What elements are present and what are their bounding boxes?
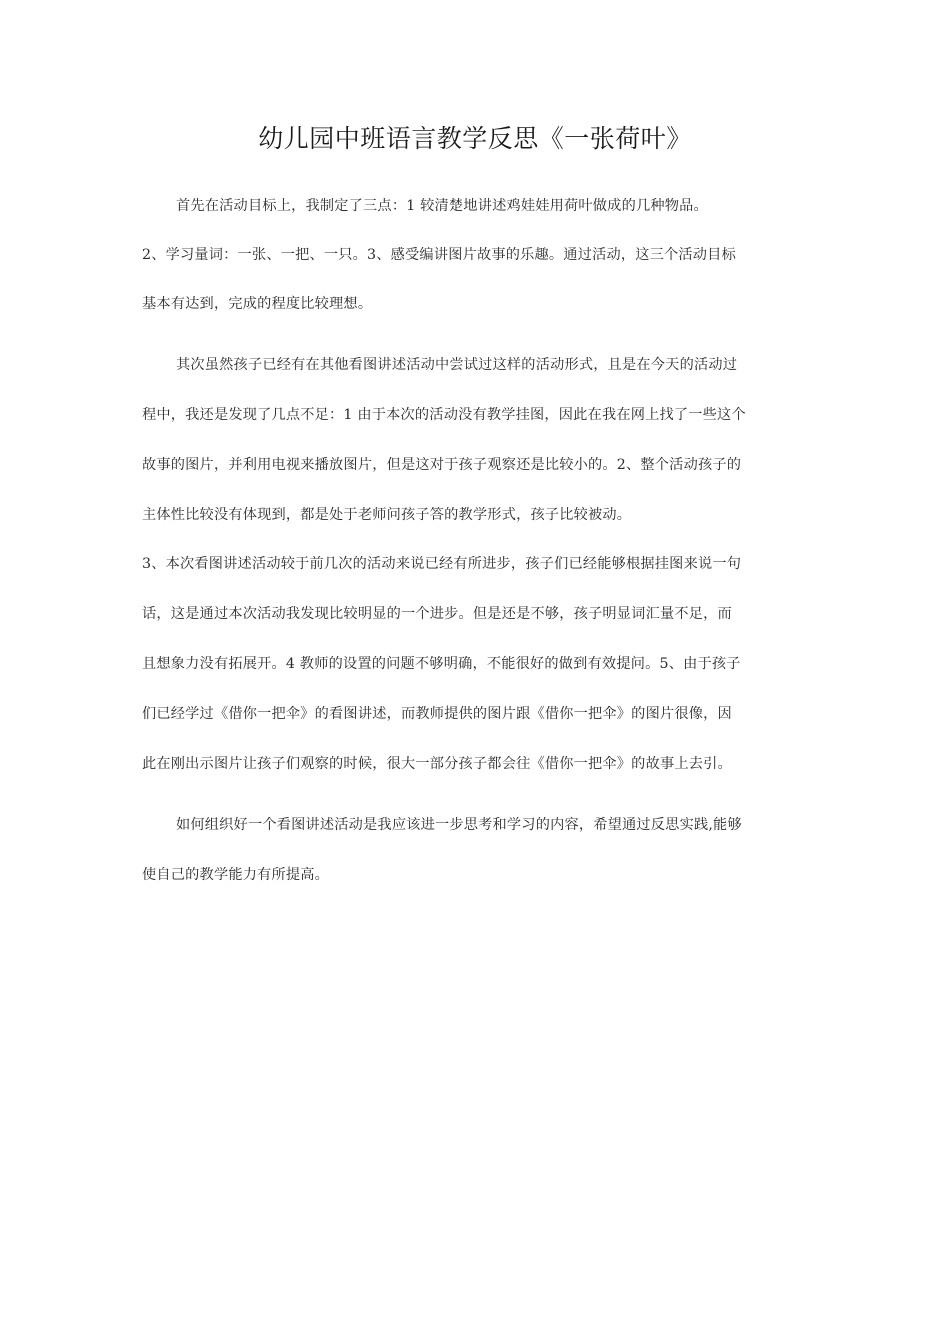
paragraph-line: 首先在活动目标上，我制定了三点：1 较清楚地讲述鸡娃娃用荷叶做成的几种物品。 [176, 198, 708, 214]
paragraph-line: 们已经学过《借你一把伞》的看图讲述，而教师提供的图片跟《借你一把伞》的图片很像，因 [142, 706, 732, 722]
paragraph-line: 基本有达到，完成的程度比较理想。 [142, 296, 373, 312]
paragraph-line: 故事的图片，并利用电视来播放图片，但是这对于孩子观察还是比较小的。2、整个活动孩子的 [142, 457, 742, 473]
paragraph-line: 如何组织好一个看图讲述活动是我应该进一步思考和学习的内容，希望通过反思实践,能够 [176, 817, 742, 833]
paragraph-line: 主体性比较没有体现到，都是处于老师问孩子答的教学形式，孩子比较被动。 [142, 507, 632, 523]
paragraph-line: 且想象力没有拓展开。4 教师的设置的问题不够明确，不能很好的做到有效提问。5、由于孩子 [142, 656, 741, 672]
paragraph-line: 话，这是通过本次活动我发现比较明显的一个进步。但是还是不够，孩子明显词汇量不足，而 [142, 606, 732, 622]
paragraph-line: 其次虽然孩子已经有在其他看图讲述活动中尝试过这样的活动形式，且是在今天的活动过 [176, 357, 738, 373]
paragraph-line: 2、学习量词：一张、一把、一只。3、感受编讲图片故事的乐趣。通过活动，这三个活动目标 [142, 247, 736, 263]
paragraph-line: 此在刚出示图片让孩子们观察的时候，很大一部分孩子都会往《借你一把伞》的故事上去引。 [142, 756, 732, 772]
paragraph-line: 3、本次看图讲述活动较于前几次的活动来说已经有所进步，孩子们已经能够根据挂图来说一句 [142, 556, 742, 572]
paragraph-line: 使自己的教学能力有所提高。 [142, 867, 330, 883]
document-title: 幼儿园中班语言教学反思《一张荷叶》 [258, 124, 692, 153]
paragraph-line: 程中，我还是发现了几点不足：1 由于本次的活动没有教学挂图，因此在我在网上找了一些这个 [142, 407, 746, 423]
